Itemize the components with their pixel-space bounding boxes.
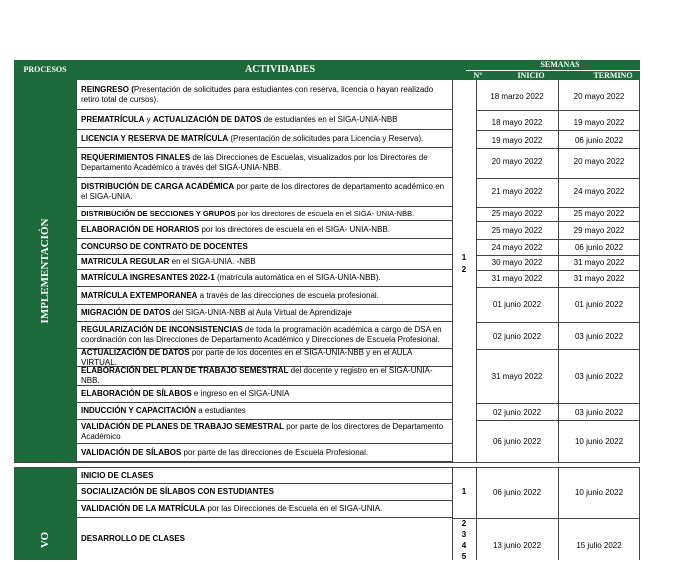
- section-divider: [14, 462, 640, 463]
- header-termino: TERMINO: [593, 71, 633, 80]
- table-row: REQUERIMIENTOS FINALES de las Direcciones de Escuelas, visualizados por los Directores de Departamento Académico a través del SIGA-UNIA-NBB.: [76, 148, 452, 178]
- date-inicio: 13 junio 2022: [492, 541, 542, 550]
- date-inicio: 25 mayo 2022: [491, 209, 543, 218]
- grid-line: [76, 468, 77, 560]
- date-termino: 31 mayo 2022: [573, 258, 625, 267]
- date-termino: 03 junio 2022: [574, 372, 624, 381]
- table-row: MIGRACIÓN DE DATOS del SIGA-UNIA-NBB al Aula Virtual de Aprendizaje: [76, 305, 452, 322]
- grid-line: [76, 80, 77, 462]
- process-label: VO: [39, 531, 51, 548]
- date-termino: 03 junio 2022: [574, 332, 624, 341]
- table-row: DISTRIBUCIÓN DE CARGA ACADÉMICA por parte de los directores de departamento académico en el SIGA-UNIA.: [76, 178, 452, 207]
- week-number: 5: [461, 552, 467, 561]
- date-inicio: 31 mayo 2022: [491, 274, 543, 283]
- date-termino: 29 mayo 2022: [573, 226, 625, 235]
- section-divider: [14, 467, 640, 468]
- table-row: ELABORACIÓN DE HORARIOS por los directores de escuela en el SIGA- UNIA-NBB.: [76, 221, 452, 239]
- date-termino: 31 mayo 2022: [573, 274, 625, 283]
- date-inicio: 24 mayo 2022: [491, 243, 543, 252]
- table-row: ELABORACIÓN DEL PLAN DE TRABAJO SEMESTRAL del docente y registro en el SIGA-UNIA-NBB.: [76, 367, 452, 386]
- date-termino: 20 mayo 2022: [573, 92, 625, 101]
- table-row: INDUCCIÓN Y CAPACITACIÓN a estudiantes: [76, 403, 452, 420]
- date-inicio: 25 mayo 2022: [491, 226, 543, 235]
- date-termino: 19 mayo 2022: [573, 118, 625, 127]
- date-termino: 20 mayo 2022: [573, 157, 625, 166]
- table-row: VALIDACIÓN DE LA MATRÍCULA por las Direcciones de Escuela en el SIGA-UNIA.: [76, 501, 452, 518]
- process-block-ejecutivo: [14, 468, 76, 560]
- date-termino: 06 junio 2022: [574, 136, 624, 145]
- date-inicio: 06 junio 2022: [492, 488, 542, 497]
- date-inicio: 31 mayo 2022: [491, 372, 543, 381]
- table-row: INICIO DE CLASES: [76, 468, 452, 484]
- week-number: 1: [461, 487, 467, 496]
- date-termino: 10 junio 2022: [574, 437, 624, 446]
- process-label: IMPLEMENTACIÓN: [39, 218, 51, 324]
- table-header: [14, 60, 640, 80]
- table-row: LICENCIA Y RESERVA DE MATRÍCULA (Presentación de solicitudes para Licencia y Reserva).: [76, 130, 452, 148]
- table-row: VALIDACIÓN DE PLANES DE TRABAJO SEMESTRAL por parte de los directores de Departamento Académico: [76, 420, 452, 444]
- date-inicio: 21 mayo 2022: [491, 187, 543, 196]
- date-inicio: 06 junio 2022: [492, 437, 542, 446]
- table-row: REINGRESO (Presentación de solicitudes para estudiantes con reserva, licencia o hayan realizado retiro total de cursos).: [76, 80, 452, 110]
- table-row: ACTUALIZACIÓN DE DATOS por parte de los docentes en el SIGA-UNIA-NBB y en el AULA VIRTUAL.: [76, 349, 452, 367]
- date-inicio: 18 marzo 2022: [490, 92, 544, 101]
- date-termino: 25 mayo 2022: [573, 209, 625, 218]
- date-termino: 06 junio 2022: [574, 243, 624, 252]
- date-inicio: 18 mayo 2022: [491, 118, 543, 127]
- week-number: 4: [461, 541, 467, 550]
- date-termino: 03 junio 2022: [574, 408, 624, 417]
- table-row: MATRÍCULA EXTEMPORANEA a través de las direcciones de escuela profesional.: [76, 287, 452, 305]
- table-row: DISTRIBUCIÓN DE SECCIONES Y GRUPOS por los directores de escuela en el SIGA- UNIA-NBB.: [76, 207, 452, 221]
- header-inicio: INICIO: [517, 71, 545, 80]
- header-semanas: SEMANAS: [540, 60, 580, 69]
- week-number: 3: [461, 530, 467, 539]
- table-row: REGULARIZACIÓN DE INCONSISTENCIAS de toda la programación académica a cargo de DSA en coordinación con las Direcciones de Departamento Académico y Direcciones de Escuela Profesional.: [76, 322, 452, 349]
- table-row: MATRÍCULA INGRESANTES 2022-1 (matrícula automática en el SIGA-UNIA-NBB).: [76, 270, 452, 287]
- process-block-implementacion: [14, 80, 76, 462]
- week-number: 2: [461, 265, 467, 274]
- header-numero: N°: [473, 71, 483, 80]
- table-row: VALIDACIÓN DE SÍLABOS por parte de las direcciones de Escuela Profesional.: [76, 444, 452, 462]
- date-termino: 15 julio 2022: [576, 541, 622, 550]
- table-row: DESARROLLO DE CLASES: [81, 534, 186, 543]
- date-inicio: 02 junio 2022: [492, 408, 542, 417]
- table-row: PREMATRÍCULA y ACTUALIZACIÓN DE DATOS de estudiantes en el SIGA-UNIA-NBB: [76, 110, 452, 130]
- week-number: 2: [461, 519, 467, 528]
- table-row: ELABORACIÓN DE SÍLABOS e ingreso en el SIGA-UNIA: [76, 386, 452, 403]
- date-inicio: 19 mayo 2022: [491, 136, 543, 145]
- table-row: SOCIALIZACIÓN DE SÍLABOS CON ESTUDIANTES: [76, 484, 452, 501]
- header-procesos: PROCESOS: [23, 65, 67, 74]
- date-inicio: 20 mayo 2022: [491, 157, 543, 166]
- header-actividades: ACTIVIDADES: [244, 64, 315, 75]
- table-row: CONCURSO DE CONTRATO DE DOCENTES: [76, 239, 452, 255]
- date-termino: 24 mayo 2022: [573, 187, 625, 196]
- date-inicio: 30 mayo 2022: [491, 258, 543, 267]
- date-termino: 10 junio 2022: [574, 488, 624, 497]
- date-inicio: 01 junio 2022: [492, 300, 542, 309]
- date-inicio: 02 junio 2022: [492, 332, 542, 341]
- week-number: 1: [461, 253, 467, 262]
- date-termino: 01 junio 2022: [574, 300, 624, 309]
- table-row: MATRICULA REGULAR en el SIGA-UNIA. -NBB: [76, 255, 452, 270]
